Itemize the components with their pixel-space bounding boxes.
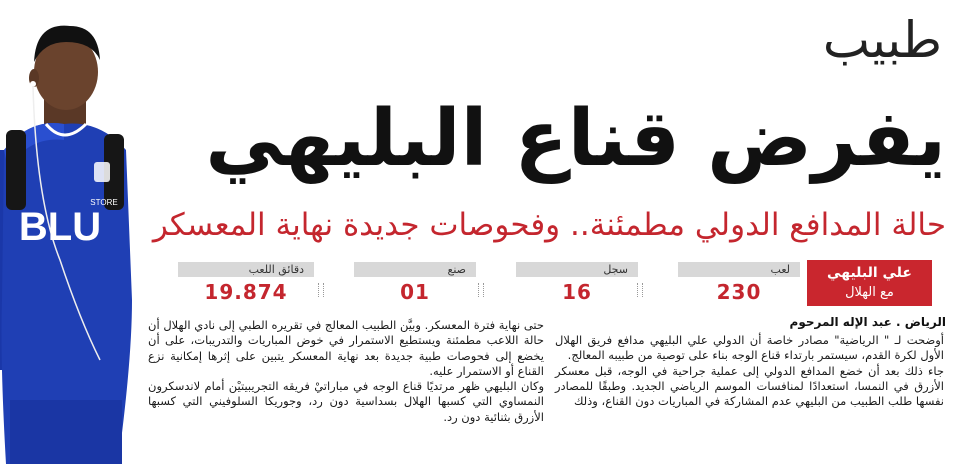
jersey-sponsor-text: STORE <box>90 198 118 207</box>
backpack-strap-left <box>6 130 26 210</box>
stat-scored <box>516 262 638 307</box>
stats-bar <box>178 262 800 312</box>
byline: الرياض . عبد الإله المرحوم <box>789 315 946 329</box>
article-column-right <box>555 333 944 409</box>
club-crest-icon <box>94 162 110 182</box>
stat-minutes <box>178 262 314 307</box>
player-shorts <box>10 400 122 464</box>
jersey-text: BLU <box>18 205 102 249</box>
player-photo <box>0 0 160 464</box>
badge-club: مع الهلال <box>845 285 894 300</box>
stat-label: صنع <box>354 262 476 277</box>
article-paragraph: حتى نهاية فترة المعسكر. وبيَّن الطبيب المعالج في تقريره الطبي إلى نادي الهلال أن حالة اللاعب مطمئنة ويستطيع الاستمرار في خوض المباريات والتدريبات، على أن يخضع إلى فحوصات طبية جديدة بعد نهاية المعسكر يتبين على إثرها إمكانية نزع القناع أو الاستمرار عليه. <box>148 318 544 378</box>
article-paragraph: أوضحت لـ " الرياضية" مصادر خاصة أن الدولي علي البليهي مدافع فريق الهلال الأول لكرة القدم، سيستمر بارتداء قناع الوجه بناء على توصية من طبيبه المعالج. <box>555 333 944 363</box>
stat-value: 01 <box>400 280 430 304</box>
stat-label: سجل <box>516 262 638 277</box>
badge-player-name: علي البليهي <box>827 265 912 281</box>
stat-played <box>678 262 800 307</box>
article-paragraph: وكان البليهي ظهر مرتديًا قناع الوجه في مباراتيْ فريقه التجريبيتيْن أمام لاندسكرون النمساوي التي كسبها الهلال بسداسية دون رد، وجوريكا السلوفيني التي كسبها الأزرق بثنائية دون رد. <box>148 379 544 424</box>
player-badge <box>807 260 932 306</box>
stat-separator <box>318 283 324 297</box>
stat-value: 19.874 <box>204 280 288 304</box>
stat-assists <box>354 262 476 307</box>
kicker-title: طبيب <box>822 11 942 69</box>
stat-separator <box>637 283 643 297</box>
stat-label: لعب <box>678 262 800 277</box>
stat-label: دقائق اللعب <box>178 262 314 277</box>
stat-value: 16 <box>562 280 592 304</box>
subheadline: حالة المدافع الدولي مطمئنة.. وفحوصات جديدة نهاية المعسكر <box>152 207 946 243</box>
article-paragraph: جاء ذلك بعد أن خضع المدافع الدولي إلى عملية جراحية في الوجه، قبل معسكر الأزرق في النمسا، استعدادًا لمنافسات الموسم الرياضي الجديد. وطبقًا للمصادر نفسها طلب الطبيب من البليهي عدم المشاركة في المباريات دون القناع، وذلك <box>555 363 944 409</box>
article-column-left <box>148 318 544 425</box>
headline: يفرض قناع البليهي <box>205 94 946 184</box>
stat-separator <box>478 283 484 297</box>
stat-value: 230 <box>716 280 762 304</box>
